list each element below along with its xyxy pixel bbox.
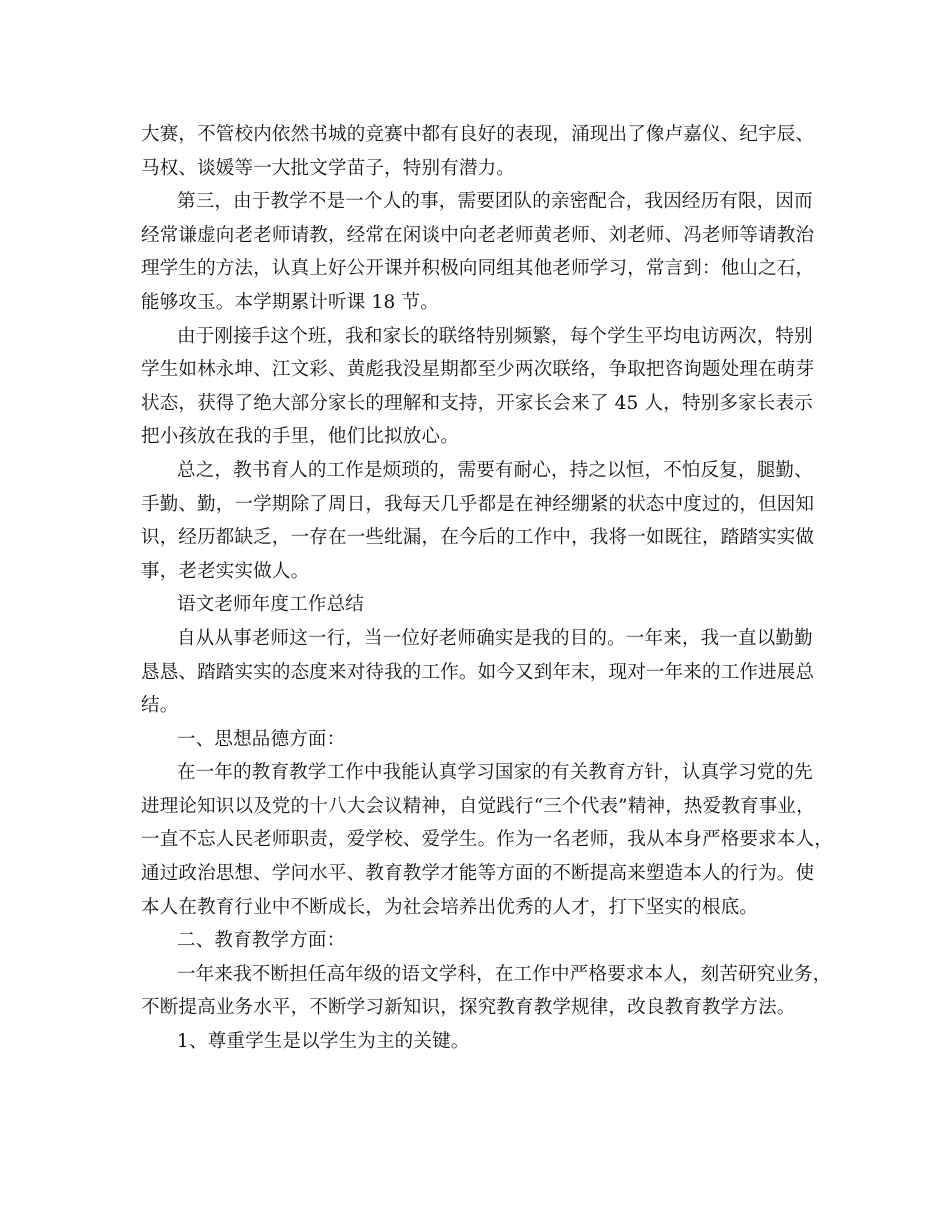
text-line: 马权、谈媛等一大批文学苗子，特别有潜力。 bbox=[141, 157, 516, 179]
text-line: 二、教育教学方面： bbox=[177, 930, 346, 952]
text-line: 理学生的方法，认真上好公开课并积极向同组其他老师学习，常言到：他山之石， bbox=[141, 258, 815, 280]
text-line: 通过政治思想、学问水平、教育教学才能等方面的不断提高来塑造本人的行为。使 bbox=[141, 863, 815, 885]
document-body bbox=[141, 118, 841, 1059]
text-line: 手勤、勤，一学期除了周日，我每天几乎都是在神经绷紧的状态中度过的，但因知 bbox=[141, 493, 815, 515]
text-line: 一、思想品德方面： bbox=[177, 728, 346, 750]
text-line: 语文老师年度工作总结 bbox=[177, 594, 365, 616]
text-line: 不断提高业务水平，不断学习新知识，探究教育教学规律，改良教育教学方法。 bbox=[141, 997, 796, 1019]
text-line: 第三，由于教学不是一个人的事，需要团队的亲密配合，我因经历有限，因而 bbox=[177, 191, 813, 213]
text-line: 总之，教书育人的工作是烦琐的，需要有耐心，持之以恒，不怕反复，腿勤、 bbox=[177, 459, 813, 481]
text-line: 进理论知识以及党的十八大会议精神，自觉践行“三个代表”精神，热爱教育事业， bbox=[141, 795, 815, 817]
text-line: 由于刚接手这个班，我和家长的联络特别频繁，每个学生平均电访两次，特别 bbox=[177, 325, 813, 347]
text-line: 识，经历都缺乏，一存在一些纰漏，在今后的工作中，我将一如既往，踏踏实实做 bbox=[141, 527, 815, 549]
text-line: 自从从事老师这一行，当一位好老师确实是我的目的。一年来，我一直以勤勤 bbox=[177, 627, 813, 649]
text-line: 把小孩放在我的手里，他们比拟放心。 bbox=[141, 426, 459, 448]
text-line: 能够攻玉。本学期累计听课 18 节。 bbox=[141, 291, 439, 313]
text-line: 一直不忘人民老师职责，爱学校、爱学生。作为一名老师，我从本身严格要求本人， bbox=[141, 829, 833, 851]
text-line: 事，老老实实做人。 bbox=[141, 560, 310, 582]
text-line: 学生如林永坤、江文彩、黄彪我没星期都至少两次联络，争取把咨询题处理在萌芽 bbox=[141, 359, 815, 381]
text-line: 在一年的教育教学工作中我能认真学习国家的有关教育方针，认真学习党的先 bbox=[177, 762, 813, 784]
text-line: 结。 bbox=[141, 695, 179, 717]
text-line: 状态，获得了绝大部分家长的理解和支持，开家长会来了 45 人，特别多家长表示 bbox=[141, 392, 813, 414]
text-line: 恳恳、踏踏实实的态度来对待我的工作。如今又到年末，现对一年来的工作进展总 bbox=[141, 661, 815, 683]
text-line: 一年来我不断担任高年级的语文学科，在工作中严格要求本人，刻苦研究业务， bbox=[177, 963, 832, 985]
text-line: 本人在教育行业中不断成长，为社会培养出优秀的人才，打下坚实的根底。 bbox=[141, 896, 759, 918]
text-line: 大赛，不管校内依然书城的竞赛中都有良好的表现，涌现出了像卢嘉仪、纪宇辰、 bbox=[141, 124, 815, 145]
text-line: 1、尊重学生是以学生为主的关键。 bbox=[177, 1031, 470, 1053]
text-line: 经常谦虚向老老师请教，经常在闲谈中向老老师黄老师、刘老师、冯老师等请教治 bbox=[141, 224, 815, 246]
